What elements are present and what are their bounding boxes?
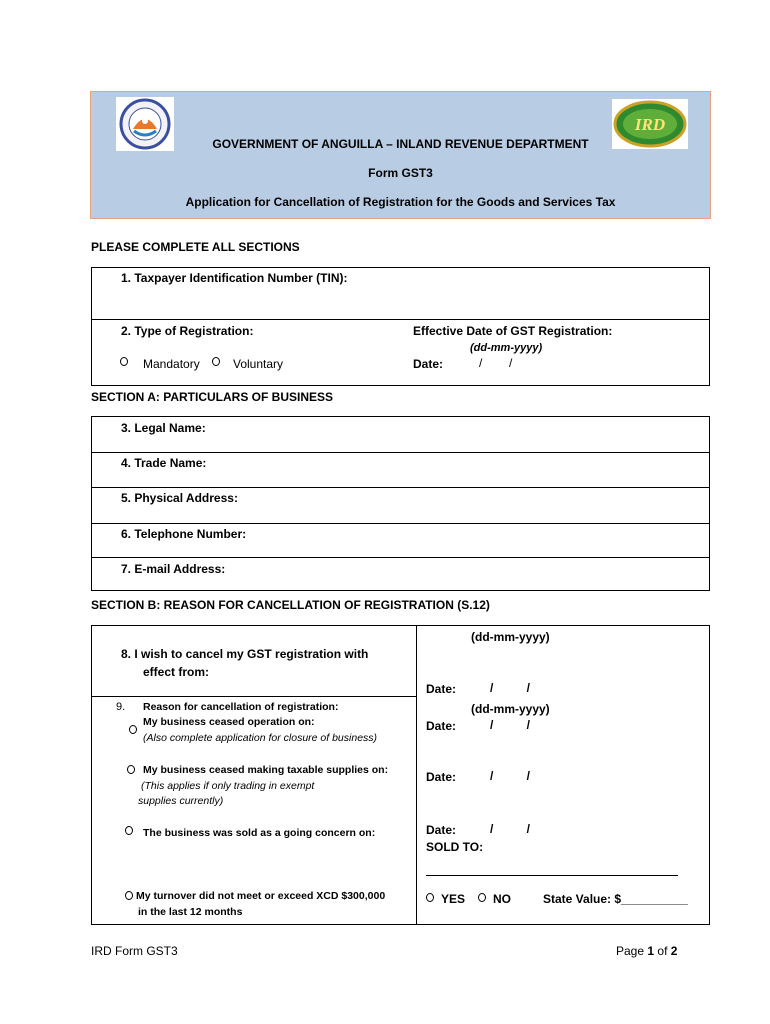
- physical-address-field[interactable]: [260, 490, 700, 519]
- turnover-label-line1: My turnover did not meet or exceed XCD $300,000: [136, 890, 386, 902]
- q8-date-label: Date:: [426, 682, 457, 696]
- email-field[interactable]: [250, 561, 700, 588]
- legal-name-label: 3. Legal Name:: [121, 421, 206, 435]
- ceased-operation-note: (Also complete application for closure of business): [143, 732, 378, 744]
- sold-to-line[interactable]: [426, 875, 678, 876]
- ceased-taxable-note2: supplies currently): [138, 795, 224, 807]
- page-current: 1: [647, 944, 655, 958]
- q8-label-line1: 8. I wish to cancel my GST registration with: [121, 647, 369, 661]
- ceased-taxable-note1: (This applies if only trading in exempt: [141, 780, 315, 792]
- header-department: GOVERNMENT OF ANGUILLA – INLAND REVENUE DEPARTMENT: [212, 137, 589, 151]
- physical-address-label: 5. Physical Address:: [121, 491, 238, 505]
- q8-date-format: (dd-mm-yyyy): [471, 630, 550, 644]
- q9-title: Reason for cancellation of registration:: [143, 701, 339, 713]
- turnover-label-line2: in the last 12 months: [138, 906, 243, 918]
- sold-going-concern-radio[interactable]: [125, 826, 133, 835]
- page-prefix: Page: [616, 944, 645, 958]
- section-b-title: SECTION B: REASON FOR CANCELLATION OF REGISTRATION (S.12): [91, 598, 490, 612]
- q8-label-line2: effect from:: [143, 665, 210, 679]
- effective-date-label: Effective Date of GST Registration:: [413, 324, 613, 338]
- ceased-operation-label: My business ceased operation on:: [143, 716, 315, 728]
- ceased-taxable-date-input[interactable]: / /: [490, 769, 531, 783]
- yes-label: YES: [441, 892, 466, 906]
- footer-form-name: IRD Form GST3: [91, 944, 178, 958]
- ceased-taxable-date-label: Date:: [426, 770, 457, 784]
- sold-going-concern-label: The business was sold as a going concern on:: [143, 827, 376, 839]
- ceased-operation-date-label: Date:: [426, 719, 457, 733]
- page-of: of: [657, 944, 668, 958]
- svg-text:IRD: IRD: [634, 115, 666, 134]
- sold-to-label: SOLD TO:: [426, 840, 484, 854]
- section-a-title: SECTION A: PARTICULARS OF BUSINESS: [91, 390, 334, 404]
- voluntary-radio[interactable]: [212, 357, 220, 366]
- page-number: [616, 944, 677, 958]
- sold-date-label: Date:: [426, 823, 457, 837]
- email-label: 7. E-mail Address:: [121, 562, 226, 576]
- tin-field[interactable]: [380, 271, 700, 315]
- yes-radio[interactable]: [426, 893, 434, 902]
- effective-date-input[interactable]: / /: [479, 356, 513, 370]
- voluntary-label: Voluntary: [233, 357, 284, 371]
- mandatory-radio[interactable]: [120, 357, 128, 366]
- header-form-title: Application for Cancellation of Registration for the Goods and Services Tax: [185, 195, 616, 209]
- trade-name-field[interactable]: [230, 455, 700, 483]
- header-form-number: Form GST3: [368, 166, 433, 180]
- instructions: PLEASE COMPLETE ALL SECTIONS: [91, 240, 300, 254]
- q9-date-format: (dd-mm-yyyy): [471, 702, 550, 716]
- effective-date-field-label: Date:: [413, 357, 444, 371]
- ceased-operation-date-input[interactable]: / /: [490, 718, 531, 732]
- registration-type-label: 2. Type of Registration:: [121, 324, 254, 338]
- trade-name-label: 4. Trade Name:: [121, 456, 207, 470]
- turnover-radio[interactable]: [125, 891, 133, 900]
- mandatory-label: Mandatory: [143, 357, 200, 371]
- telephone-field[interactable]: [270, 526, 700, 554]
- no-label: NO: [493, 892, 511, 906]
- ceased-taxable-label: My business ceased making taxable supplies on:: [143, 764, 389, 776]
- q8-date-input[interactable]: / /: [490, 681, 531, 695]
- state-value-field[interactable]: State Value: $__________: [543, 892, 688, 906]
- no-radio[interactable]: [478, 893, 486, 902]
- date-format-hint: (dd-mm-yyyy): [470, 342, 543, 354]
- page-total: 2: [670, 944, 678, 958]
- form-header: [90, 91, 711, 219]
- telephone-label: 6. Telephone Number:: [121, 527, 247, 541]
- ceased-operation-radio[interactable]: [129, 725, 137, 734]
- q9-number: 9.: [116, 701, 126, 713]
- ceased-taxable-radio[interactable]: [127, 765, 135, 774]
- tin-label: 1. Taxpayer Identification Number (TIN):: [121, 271, 348, 285]
- legal-name-field[interactable]: [230, 420, 700, 448]
- sold-date-input[interactable]: / /: [490, 822, 531, 836]
